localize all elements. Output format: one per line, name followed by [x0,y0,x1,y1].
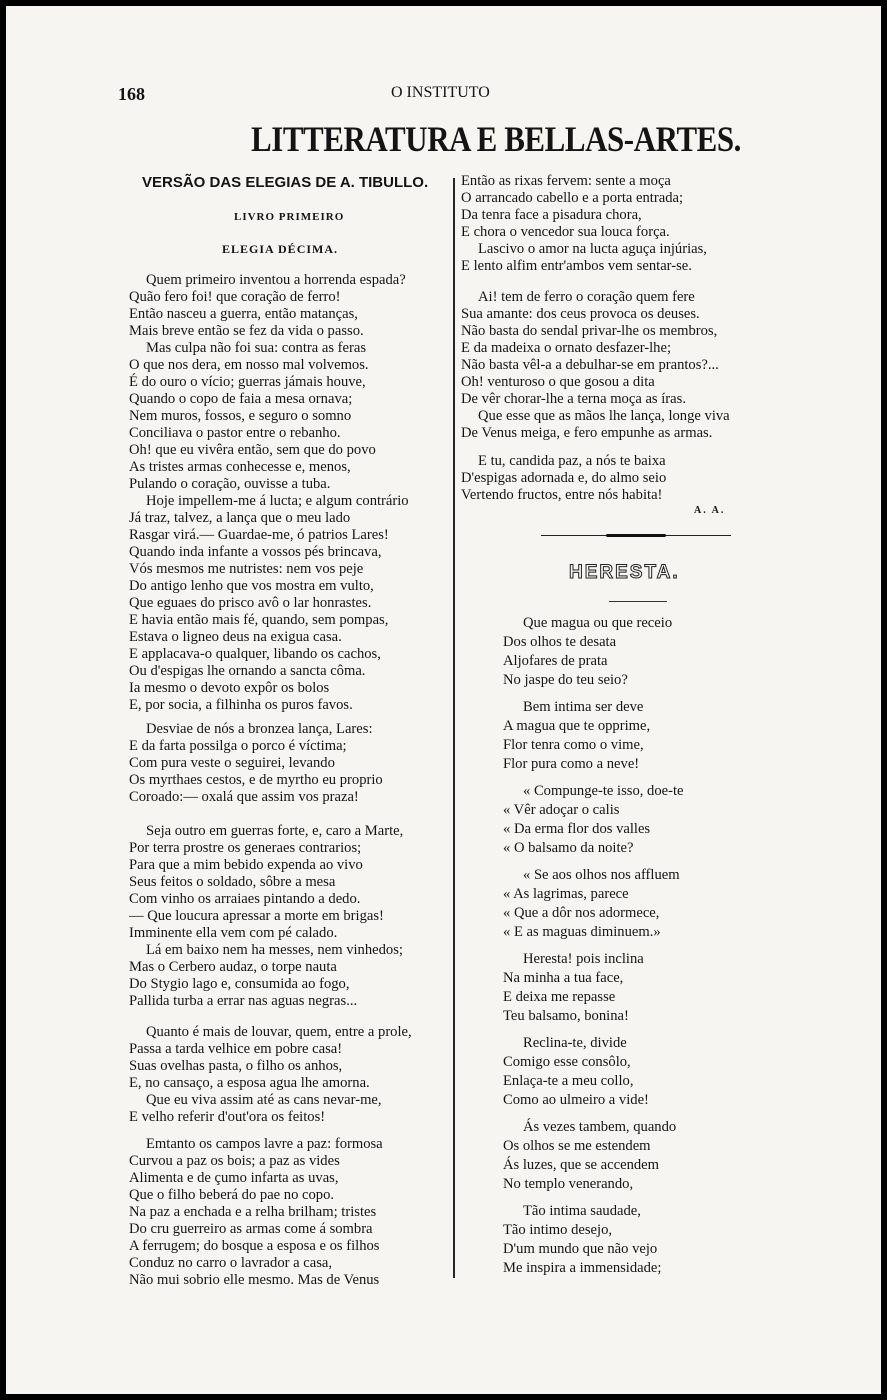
verse-line: E, no cansaço, a esposa agua lhe amorna. [129,1075,370,1091]
verse-line: « Se aos olhos nos affluem [523,867,680,883]
verse-line: No templo venerando, [503,1176,634,1192]
verse-line: « Vêr adoçar o calis [503,802,620,818]
verse-line: « Compunge-te isso, doe-te [523,783,684,799]
verse-line: Coroado:— oxalá que assim vos praza! [129,789,359,805]
verse-line: Me inspira a immensidade; [503,1260,662,1276]
verse-line: E deixa me repasse [503,989,616,1005]
verse-line: « As lagrimas, parece [503,886,629,902]
verse-line: Oh! venturoso o que gosou a dita [461,374,655,390]
verse-line: Seus feitos o soldado, sôbre a mesa [129,874,336,890]
verse-line: Os olhos se me estendem [503,1138,651,1154]
article-title: VERSÃO DAS ELEGIAS DE A. TIBULLO. [142,174,429,191]
verse-line: Com vinho os arraiaes pintando a dedo. [129,891,361,907]
verse-line: Lascivo o amor na lucta aguça injúrias, [478,241,707,257]
section-title: LITTERATURA E BELLAS-ARTES. [251,119,741,159]
verse-line: Já traz, talvez, a lança que o meu lado [129,510,351,526]
verse-line: Ai! tem de ferro o coração quem fere [478,289,695,305]
verse-line: Curvou a paz os bois; a paz as vides [129,1153,340,1169]
verse-line: A magua que te opprime, [503,718,651,734]
verse-line: E chora o vencedor sua louca força. [461,224,670,240]
verse-line: De Venus meiga, e fero empunhe as armas. [461,425,713,441]
verse-line: Na paz a enchada e a relha brilham; tristes [129,1204,377,1220]
verse-line: As tristes armas conhecesse e, menos, [129,459,351,475]
verse-line: E applacava-o qualquer, libando os cachos, [129,646,381,662]
verse-line: E da madeixa o ornato desfazer-lhe; [461,340,671,356]
verse-line: Pallida turba a errar nas aguas negras... [129,993,358,1009]
verse-line: Nem muros, fossos, e seguro o somno [129,408,352,424]
verse-line: Bem intima ser deve [523,699,644,715]
verse-line: Vertendo fructos, entre nós habita! [461,487,663,503]
author-signature: A. A. [694,505,726,516]
verse-line: Tão intimo desejo, [503,1222,613,1238]
verse-line: Conduz no carro o lavrador a casa, [129,1255,333,1271]
verse-line: Quão fero foi! que coração de ferro! [129,289,341,305]
rule-ornament [606,534,666,537]
verse-line: E havia então mais fé, quando, sem pompas, [129,612,389,628]
page-number: 168 [118,84,145,104]
verse-line: « Da erma flor dos valles [503,821,651,837]
verse-line: Que esse que as mãos lhe lança, longe viva [478,408,730,424]
verse-line: — Que loucura apressar a morte em brigas! [129,908,384,924]
verse-line: Rasgar virá.— Guardae-me, ó patrios Lares! [129,527,389,543]
verse-line: Estava o ligneo deus na exigua casa. [129,629,342,645]
verse-line: Emtanto os campos lavre a paz: formosa [146,1136,383,1152]
verse-line: Quem primeiro inventou a horrenda espada? [146,272,406,288]
verse-line: Então as rixas fervem: sente a moça [461,173,671,189]
verse-line: Na minha a tua face, [503,970,624,986]
verse-line: Vós mesmos me nutristes: nem vos peje [129,561,364,577]
verse-line: Mas culpa não foi sua: contra as feras [146,340,367,356]
verse-line: Dos olhos te desata [503,634,617,650]
verse-line: « E as maguas diminuem.» [503,924,661,940]
poem-title: HERESTA. [569,562,680,583]
verse-line: É do ouro o vício; guerras jámais houve, [129,374,366,390]
verse-line: Suas ovelhas pasta, o filho os anhos, [129,1058,343,1074]
verse-line: Flor pura como a neve! [503,756,640,772]
column-divider [453,178,455,1278]
verse-line: Desviae de nós a bronzea lança, Lares: [146,721,373,737]
newspaper-page [6,6,881,1394]
elegy-label: ELEGIA DÉCIMA. [222,242,339,256]
verse-line: Para que a mim bebido expenda ao vivo [129,857,363,873]
verse-line: Ou d'espigas lhe ornando a sancta côma. [129,663,366,679]
verse-line: Não basta do sendal privar-lhe os membros, [461,323,718,339]
verse-line: O que nos dera, em nosso mal volvemos. [129,357,369,373]
verse-line: Alimenta e de çumo infarta as uvas, [129,1170,339,1186]
verse-line: Lá em baixo nem ha messes, nem vinhedos; [146,942,403,958]
verse-line: Tão intima saudade, [523,1203,641,1219]
verse-line: Pulando o coração, ouvisse a tuba. [129,476,331,492]
verse-line: Imminente ella vem com pé calado. [129,925,338,941]
verse-line: Como ao ulmeiro a vide! [503,1092,649,1108]
verse-line: Quando inda infante a vossos pés brincava, [129,544,382,560]
verse-line: Então nasceu a guerra, então matanças, [129,306,358,322]
verse-line: Ia mesmo o devoto expôr os bolos [129,680,330,696]
verse-line: E, por socia, a filhinha os puros favos. [129,697,353,713]
verse-line: D'espigas adornada e, do almo seio [461,470,667,486]
verse-line: E tu, candida paz, a nós te baixa [478,453,666,469]
verse-line: Enlaça-te a meu collo, [503,1073,634,1089]
verse-line: Mas o Cerbero audaz, o torpe nauta [129,959,337,975]
title-underline [609,601,667,602]
verse-line: Do cru guerreiro as armas come á sombra [129,1221,373,1237]
verse-line: A ferrugem; do bosque a esposa e os filhos [129,1238,380,1254]
verse-line: « Que a dôr nos adormece, [503,905,660,921]
running-head: O INSTITUTO [391,84,490,101]
verse-line: Com pura veste o seguirei, levando [129,755,335,771]
verse-line: Quanto é mais de louvar, quem, entre a prole, [146,1024,412,1040]
verse-line: Da tenra face a pisadura chora, [461,207,642,223]
verse-line: Que eu viva assim até as cans nevar-me, [146,1092,382,1108]
verse-line: Não basta vêl-a a debulhar-se em prantos?... [461,357,719,373]
verse-line: Do antigo lenho que vos mostra em vulto, [129,578,374,594]
verse-line: Reclina-te, divide [523,1035,627,1051]
verse-line: Passa a tarda velhice em pobre casa! [129,1041,343,1057]
book-label: LIVRO PRIMEIRO [234,211,345,223]
verse-line: E velho referir d'out'ora os feitos! [129,1109,326,1125]
verse-line: « O balsamo da noite? [503,840,634,856]
verse-line: O arrancado cabello e a porta entrada; [461,190,684,206]
verse-line: D'um mundo que não vejo [503,1241,658,1257]
verse-line: Os myrthaes cestos, e de myrtho eu proprio [129,772,383,788]
verse-line: E da farta possilga o porco é víctima; [129,738,347,754]
verse-line: No jaspe do teu seio? [503,672,628,688]
verse-line: Comigo esse consôlo, [503,1054,631,1070]
verse-line: Do Stygio lago e, consumida ao fogo, [129,976,350,992]
verse-line: De vêr chorar-lhe a terna moça as íras. [461,391,686,407]
verse-line: Conciliava o pastor entre o rebanho. [129,425,341,441]
verse-line: Não mui sobrio elle mesmo. Mas de Venus [129,1272,380,1288]
verse-line: Aljofares de prata [503,653,608,669]
verse-line: Hoje impellem-me á lucta; e algum contrário [146,493,409,509]
verse-line: Por terra prostre os generaes contrarios; [129,840,362,856]
verse-line: Ás luzes, que se accendem [503,1157,660,1173]
ornamental-rule [541,534,731,537]
verse-line: Flor tenra como o vime, [503,737,644,753]
verse-line: Que magua ou que receio [523,615,673,631]
verse-line: Heresta! pois inclina [523,951,644,967]
verse-line: Que o filho beberá do pae no copo. [129,1187,335,1203]
verse-line: Ás vezes tambem, quando [523,1119,677,1135]
verse-line: Mais breve então se fez da vida o passo. [129,323,364,339]
verse-line: E lento alfim entr'ambos vem sentar-se. [461,258,692,274]
verse-line: Seja outro em guerras forte, e, caro a Marte, [146,823,404,839]
verse-line: Sua amante: dos ceus provoca os deuses. [461,306,700,322]
verse-line: Teu balsamo, bonina! [503,1008,629,1024]
verse-line: Oh! que eu vivêra então, sem que do povo [129,442,376,458]
verse-line: Quando o copo de faia a mesa ornava; [129,391,353,407]
verse-line: Que eguaes do prisco avô o lar honrastes. [129,595,372,611]
